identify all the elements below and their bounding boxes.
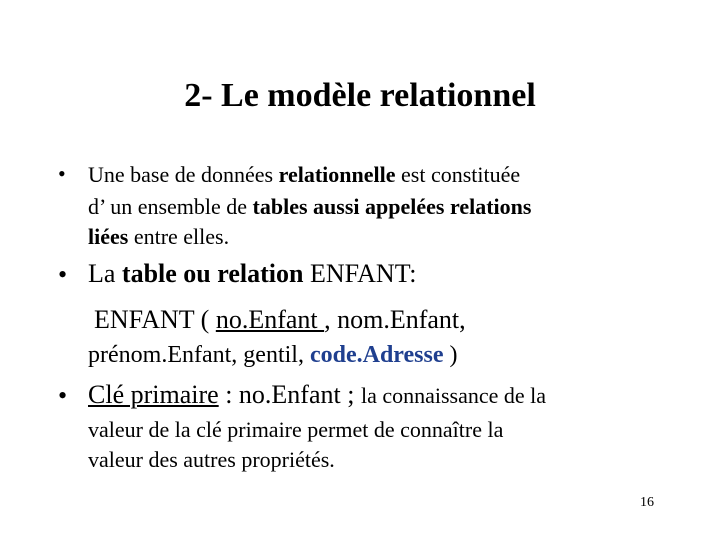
bullet-3-line-1: [88, 379, 546, 415]
text-run: , nom.Enfant,: [324, 305, 466, 334]
bullet-1-line-2: [88, 193, 531, 221]
text-run: ENFANT:: [303, 259, 417, 288]
bullet-marker: •: [58, 381, 68, 410]
bullet-1-line-1: [88, 161, 520, 189]
text-run: ENFANT (: [94, 305, 216, 334]
bullet-3-line-3: valeur des autres propriétés.: [88, 447, 335, 472]
foreign-key-field: code.Adresse: [309, 342, 444, 368]
bullet-marker: •: [58, 260, 68, 289]
primary-key-field: no.Enfant: [215, 305, 325, 334]
bold-run: table ou relation: [121, 259, 304, 288]
bold-run: liées: [88, 224, 129, 249]
text-run: : no.Enfant ;: [218, 380, 361, 409]
text-run: ): [443, 342, 458, 368]
text-run: d’ un ensemble de: [88, 194, 253, 219]
bold-run: relationnelle: [278, 162, 396, 187]
bullet-marker: •: [58, 161, 66, 186]
primary-key-term: Clé primaire: [88, 380, 219, 409]
text-run: prénom.Enfant, gentil,: [88, 342, 310, 368]
bullet-1-line-3: [88, 223, 229, 251]
bullet-3-line-2: valeur de la clé primaire permet de connaître la: [88, 417, 504, 442]
bold-run: tables aussi appelées relations: [252, 194, 532, 219]
text-run: la connaissance de la: [360, 383, 547, 408]
text-run: entre elles.: [128, 224, 230, 249]
page-number: 16: [640, 495, 654, 510]
bullet-2-line-3: [88, 340, 458, 370]
slide-title: 2- Le modèle relationnel: [184, 77, 536, 114]
text-run: Une base de données: [88, 162, 279, 187]
text-run: est constituée: [395, 162, 521, 187]
bullet-2-line-2: [94, 304, 466, 336]
bullet-2-line-1: [88, 258, 417, 290]
text-run: La: [88, 259, 122, 288]
